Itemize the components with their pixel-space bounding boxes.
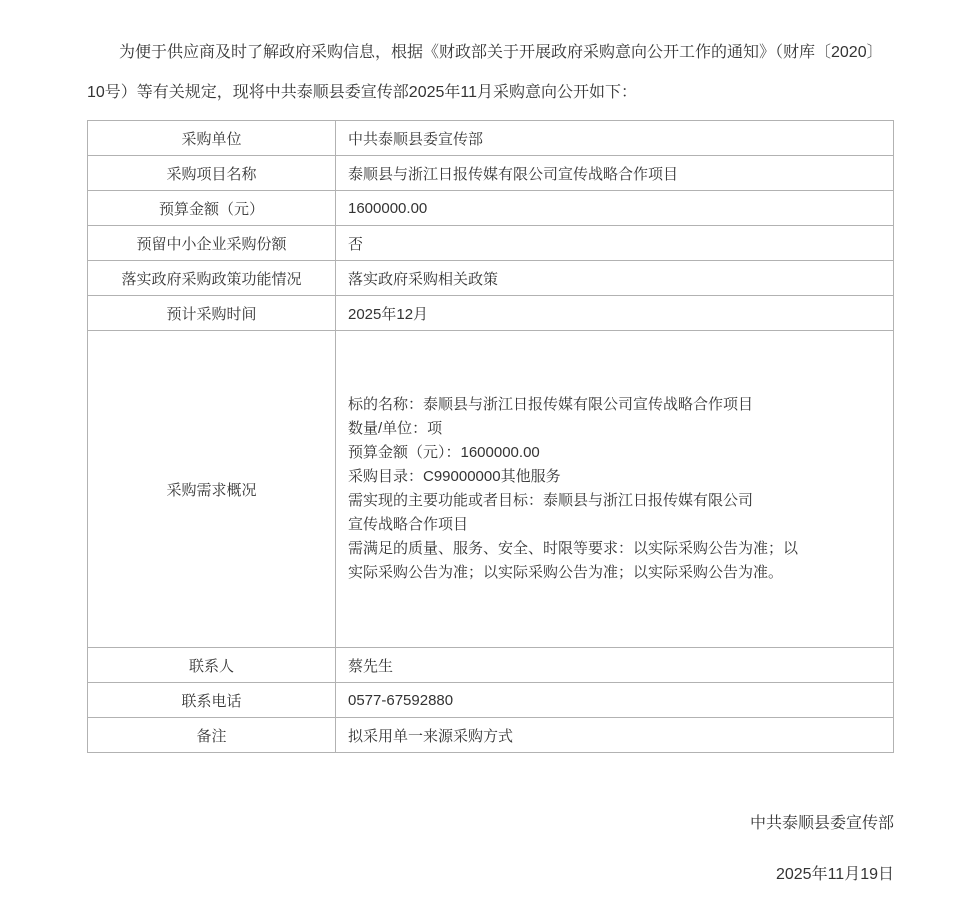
row-value: 中共泰顺县委宣传部 xyxy=(336,121,894,156)
table-row xyxy=(88,191,894,226)
table-row xyxy=(88,226,894,261)
row-value: 蔡先生 xyxy=(336,648,894,683)
row-label: 预算金额（元） xyxy=(88,191,336,226)
row-label: 备注 xyxy=(88,718,336,753)
table-row xyxy=(88,121,894,156)
value-line: 标的名称：泰顺县与浙江日报传媒有限公司宣传战略合作项目 xyxy=(348,396,754,413)
value-line: 宣传战略合作项目 xyxy=(348,516,469,533)
table-row xyxy=(88,331,894,648)
table-row xyxy=(88,683,894,718)
row-value xyxy=(336,331,894,648)
row-label: 预计采购时间 xyxy=(88,296,336,331)
row-value: 1600000.00 xyxy=(336,191,894,226)
row-label: 预留中小企业采购份额 xyxy=(88,226,336,261)
value-line: 需满足的质量、服务、安全、时限等要求：以实际采购公告为准；以 xyxy=(348,540,799,557)
row-value: 2025年12月 xyxy=(336,296,894,331)
row-label: 落实政府采购政策功能情况 xyxy=(88,261,336,296)
value-line: 预算金额（元）：1600000.00 xyxy=(348,444,540,461)
table-row xyxy=(88,718,894,753)
value-line: 实际采购公告为准；以实际采购公告为准；以实际采购公告为准。 xyxy=(348,564,784,581)
row-value: 落实政府采购相关政策 xyxy=(336,261,894,296)
table-row xyxy=(88,156,894,191)
row-value: 0577-67592880 xyxy=(336,683,894,718)
table-row xyxy=(88,261,894,296)
row-label: 采购需求概况 xyxy=(88,331,336,648)
row-value: 拟采用单一来源采购方式 xyxy=(336,718,894,753)
page-content xyxy=(87,33,894,886)
procurement-intention-table xyxy=(87,120,894,753)
signature-org: 中共泰顺县委宣传部 xyxy=(749,815,894,832)
row-label: 采购项目名称 xyxy=(88,156,336,191)
row-label: 联系电话 xyxy=(88,683,336,718)
intro-line-2: 10号）等有关规定，现将中共泰顺县委宣传部2025年11月采购意向公开如下： xyxy=(87,84,638,101)
table-row xyxy=(88,648,894,683)
row-value: 否 xyxy=(336,226,894,261)
value-line: 数量/单位：项 xyxy=(348,420,443,437)
value-line: 需实现的主要功能或者目标：泰顺县与浙江日报传媒有限公司 xyxy=(348,492,754,509)
intro-line-1: 为便于供应商及时了解政府采购信息，根据《财政部关于开展政府采购意向公开工作的通知》（财库〔2020〕 xyxy=(119,44,883,61)
intro-paragraph xyxy=(87,33,894,113)
row-label: 联系人 xyxy=(88,648,336,683)
row-value: 泰顺县与浙江日报传媒有限公司宣传战略合作项目 xyxy=(336,156,894,191)
signature-block xyxy=(87,813,894,886)
table-body xyxy=(88,121,894,753)
signature-date: 2025年11月19日 xyxy=(775,866,894,883)
table-row xyxy=(88,296,894,331)
value-line: 采购目录：C99000000其他服务 xyxy=(348,468,561,485)
row-label: 采购单位 xyxy=(88,121,336,156)
